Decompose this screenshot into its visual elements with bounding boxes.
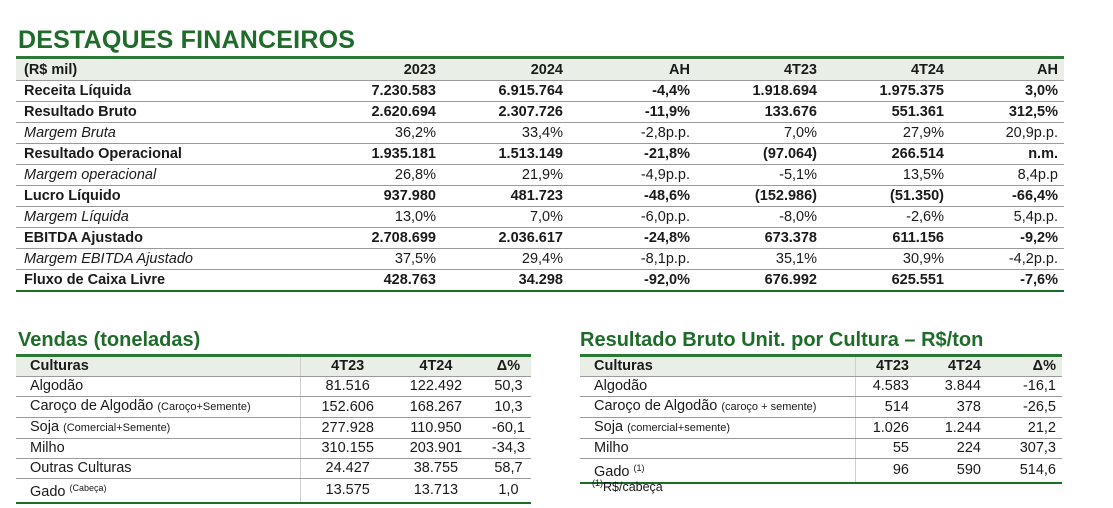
column-header: 4T24 bbox=[823, 60, 950, 81]
value-cell: 7,0% bbox=[442, 207, 569, 228]
row-label: Margem operacional bbox=[16, 165, 302, 186]
value-cell: 2.620.694 bbox=[302, 102, 442, 123]
crop-note: (caroço + semente) bbox=[721, 401, 817, 414]
value-cell: n.m. bbox=[950, 144, 1064, 165]
value-cell: 36,2% bbox=[302, 123, 442, 144]
value-cell: 13.713 bbox=[386, 479, 478, 504]
table-row bbox=[16, 207, 1064, 228]
value-cell: 168.267 bbox=[386, 397, 478, 418]
value-cell: -26,5 bbox=[987, 397, 1062, 418]
row-label: Margem Líquida bbox=[16, 207, 302, 228]
value-cell: 1.513.149 bbox=[442, 144, 569, 165]
value-cell: 1,0 bbox=[478, 479, 531, 504]
financial-highlights-title: DESTAQUES FINANCEIROS bbox=[18, 26, 356, 54]
row-label bbox=[16, 439, 301, 459]
table-row bbox=[16, 123, 1064, 144]
table-row bbox=[16, 165, 1064, 186]
value-cell: -2,6% bbox=[823, 207, 950, 228]
value-cell: -2,8p.p. bbox=[569, 123, 696, 144]
financial-highlights-table bbox=[16, 60, 1064, 292]
table-row bbox=[580, 418, 1062, 439]
value-cell: 35,1% bbox=[696, 249, 823, 270]
row-label bbox=[580, 418, 855, 439]
row-label: Receita Líquida bbox=[16, 81, 302, 102]
crop-name: Caroço de Algodão bbox=[594, 398, 722, 415]
value-cell: 1.935.181 bbox=[302, 144, 442, 165]
crop-superscript: (1) bbox=[633, 463, 645, 474]
column-header: 4T23 bbox=[696, 60, 823, 81]
row-label: Margem Bruta bbox=[16, 123, 302, 144]
value-cell: 7,0% bbox=[696, 123, 823, 144]
value-cell: 50,3 bbox=[478, 377, 531, 397]
table-row bbox=[16, 270, 1064, 292]
value-cell: 29,4% bbox=[442, 249, 569, 270]
table-row bbox=[16, 144, 1064, 165]
crop-name: Gado bbox=[594, 464, 634, 481]
value-cell: 1.975.375 bbox=[823, 81, 950, 102]
value-cell: 13,5% bbox=[823, 165, 950, 186]
column-header: AH bbox=[950, 60, 1064, 81]
value-cell: 224 bbox=[915, 439, 987, 459]
value-cell: 203.901 bbox=[386, 439, 478, 459]
crop-note: (comercial+semente) bbox=[627, 422, 731, 435]
value-cell: 611.156 bbox=[823, 228, 950, 249]
column-header: Δ% bbox=[987, 357, 1062, 377]
row-label: EBITDA Ajustado bbox=[16, 228, 302, 249]
value-cell: 20,9p.p. bbox=[950, 123, 1064, 144]
crop-name: Algodão bbox=[594, 378, 648, 395]
value-cell: -9,2% bbox=[950, 228, 1064, 249]
value-cell: 13,0% bbox=[302, 207, 442, 228]
value-cell: 1.244 bbox=[915, 418, 987, 439]
table-row bbox=[580, 439, 1062, 459]
row-label: Lucro Líquido bbox=[16, 186, 302, 207]
table-header-row bbox=[580, 357, 1062, 377]
column-header: 2023 bbox=[302, 60, 442, 81]
value-cell: 21,2 bbox=[987, 418, 1062, 439]
table-header-row bbox=[16, 357, 531, 377]
value-cell: 37,5% bbox=[302, 249, 442, 270]
value-cell: -8,0% bbox=[696, 207, 823, 228]
value-cell: 58,7 bbox=[478, 459, 531, 479]
value-cell: 481.723 bbox=[442, 186, 569, 207]
crop-name: Soja bbox=[30, 419, 64, 436]
value-cell: -48,6% bbox=[569, 186, 696, 207]
value-cell: 110.950 bbox=[386, 418, 478, 439]
value-cell: -6,0p.p. bbox=[569, 207, 696, 228]
value-cell: 378 bbox=[915, 397, 987, 418]
value-cell: 307,3 bbox=[987, 439, 1062, 459]
value-cell: 13.575 bbox=[301, 479, 386, 504]
gross-result-table-title: Resultado Bruto Unit. por Cultura – R$/ton bbox=[580, 329, 984, 351]
table-row bbox=[16, 439, 531, 459]
row-label bbox=[580, 377, 855, 397]
value-cell: 937.980 bbox=[302, 186, 442, 207]
crop-name: Gado bbox=[30, 484, 70, 501]
value-cell: (51.350) bbox=[823, 186, 950, 207]
sales-table-title: Vendas (toneladas) bbox=[18, 329, 201, 351]
value-cell: 30,9% bbox=[823, 249, 950, 270]
value-cell: 310.155 bbox=[301, 439, 386, 459]
value-cell: 7.230.583 bbox=[302, 81, 442, 102]
value-cell: 2.307.726 bbox=[442, 102, 569, 123]
gross-result-footnote: $^{(1)}$R$/cabeça bbox=[592, 478, 663, 494]
value-cell: -16,1 bbox=[987, 377, 1062, 397]
crop-name: Caroço de Algodão bbox=[30, 398, 158, 415]
row-label bbox=[16, 418, 301, 439]
value-cell: -4,4% bbox=[569, 81, 696, 102]
table-row bbox=[16, 228, 1064, 249]
value-cell: 266.514 bbox=[823, 144, 950, 165]
table-row bbox=[16, 418, 531, 439]
row-label bbox=[580, 439, 855, 459]
table-row bbox=[16, 459, 531, 479]
column-header: Culturas bbox=[580, 357, 855, 377]
value-cell: 152.606 bbox=[301, 397, 386, 418]
value-cell: 514,6 bbox=[987, 459, 1062, 484]
crop-name: Algodão bbox=[30, 378, 84, 395]
value-cell: 676.992 bbox=[696, 270, 823, 292]
table-header-row bbox=[16, 60, 1064, 81]
value-cell: 2.708.699 bbox=[302, 228, 442, 249]
value-cell: -60,1 bbox=[478, 418, 531, 439]
value-cell: -21,8% bbox=[569, 144, 696, 165]
value-cell: 34.298 bbox=[442, 270, 569, 292]
value-cell: 277.928 bbox=[301, 418, 386, 439]
value-cell: 2.036.617 bbox=[442, 228, 569, 249]
column-header: 4T24 bbox=[915, 357, 987, 377]
value-cell: 673.378 bbox=[696, 228, 823, 249]
value-cell: 6.915.764 bbox=[442, 81, 569, 102]
column-header: 4T24 bbox=[386, 357, 478, 377]
value-cell: 590 bbox=[915, 459, 987, 484]
row-label bbox=[16, 459, 301, 479]
row-label: Margem EBITDA Ajustado bbox=[16, 249, 302, 270]
table-row bbox=[16, 479, 531, 504]
value-cell: 3,0% bbox=[950, 81, 1064, 102]
title-divider bbox=[16, 56, 1064, 59]
value-cell: 122.492 bbox=[386, 377, 478, 397]
value-cell: 21,9% bbox=[442, 165, 569, 186]
column-header: Culturas bbox=[16, 357, 301, 377]
table-row bbox=[16, 102, 1064, 123]
value-cell: 4.583 bbox=[855, 377, 915, 397]
value-cell: 38.755 bbox=[386, 459, 478, 479]
value-cell: 8,4p.p bbox=[950, 165, 1064, 186]
table-row bbox=[16, 249, 1064, 270]
row-label bbox=[16, 397, 301, 418]
crop-name: Milho bbox=[594, 440, 629, 457]
crop-note: (Caroço+Semente) bbox=[157, 401, 251, 414]
table-row bbox=[16, 186, 1064, 207]
value-cell: 1.026 bbox=[855, 418, 915, 439]
table-row bbox=[16, 377, 531, 397]
value-cell: -7,6% bbox=[950, 270, 1064, 292]
value-cell: 10,3 bbox=[478, 397, 531, 418]
row-label bbox=[16, 479, 301, 504]
crop-name: Outras Culturas bbox=[30, 460, 132, 477]
value-cell: -8,1p.p. bbox=[569, 249, 696, 270]
value-cell: 551.361 bbox=[823, 102, 950, 123]
crop-note: (Comercial+Semente) bbox=[63, 422, 171, 435]
column-header: (R$ mil) bbox=[16, 60, 302, 81]
row-label: Resultado Operacional bbox=[16, 144, 302, 165]
column-header: Δ% bbox=[478, 357, 531, 377]
value-cell: 5,4p.p. bbox=[950, 207, 1064, 228]
value-cell: 24.427 bbox=[301, 459, 386, 479]
crop-name: Soja bbox=[594, 419, 628, 436]
table-row bbox=[16, 397, 531, 418]
crop-superscript: (Cabeça) bbox=[69, 483, 107, 494]
value-cell: 428.763 bbox=[302, 270, 442, 292]
value-cell: 133.676 bbox=[696, 102, 823, 123]
value-cell: 27,9% bbox=[823, 123, 950, 144]
value-cell: -4,2p.p. bbox=[950, 249, 1064, 270]
sales-table bbox=[16, 357, 531, 504]
value-cell: 1.918.694 bbox=[696, 81, 823, 102]
value-cell: 26,8% bbox=[302, 165, 442, 186]
value-cell: 33,4% bbox=[442, 123, 569, 144]
value-cell: -24,8% bbox=[569, 228, 696, 249]
value-cell: 625.551 bbox=[823, 270, 950, 292]
value-cell: (97.064) bbox=[696, 144, 823, 165]
row-label bbox=[16, 377, 301, 397]
table-row bbox=[580, 377, 1062, 397]
column-header: 4T23 bbox=[301, 357, 386, 377]
value-cell: 3.844 bbox=[915, 377, 987, 397]
value-cell: (152.986) bbox=[696, 186, 823, 207]
table-row bbox=[16, 81, 1064, 102]
value-cell: -34,3 bbox=[478, 439, 531, 459]
crop-name: Milho bbox=[30, 440, 65, 457]
row-label: Resultado Bruto bbox=[16, 102, 302, 123]
column-header: 2024 bbox=[442, 60, 569, 81]
value-cell: -5,1% bbox=[696, 165, 823, 186]
value-cell: -11,9% bbox=[569, 102, 696, 123]
column-header: AH bbox=[569, 60, 696, 81]
row-label: Fluxo de Caixa Livre bbox=[16, 270, 302, 292]
value-cell: -92,0% bbox=[569, 270, 696, 292]
value-cell: 55 bbox=[855, 439, 915, 459]
value-cell: 81.516 bbox=[301, 377, 386, 397]
table-row bbox=[580, 397, 1062, 418]
value-cell: 312,5% bbox=[950, 102, 1064, 123]
value-cell: -4,9p.p. bbox=[569, 165, 696, 186]
value-cell: 514 bbox=[855, 397, 915, 418]
column-header: 4T23 bbox=[855, 357, 915, 377]
gross-result-table bbox=[580, 357, 1062, 484]
value-cell: 96 bbox=[855, 459, 915, 484]
value-cell: -66,4% bbox=[950, 186, 1064, 207]
row-label bbox=[580, 397, 855, 418]
